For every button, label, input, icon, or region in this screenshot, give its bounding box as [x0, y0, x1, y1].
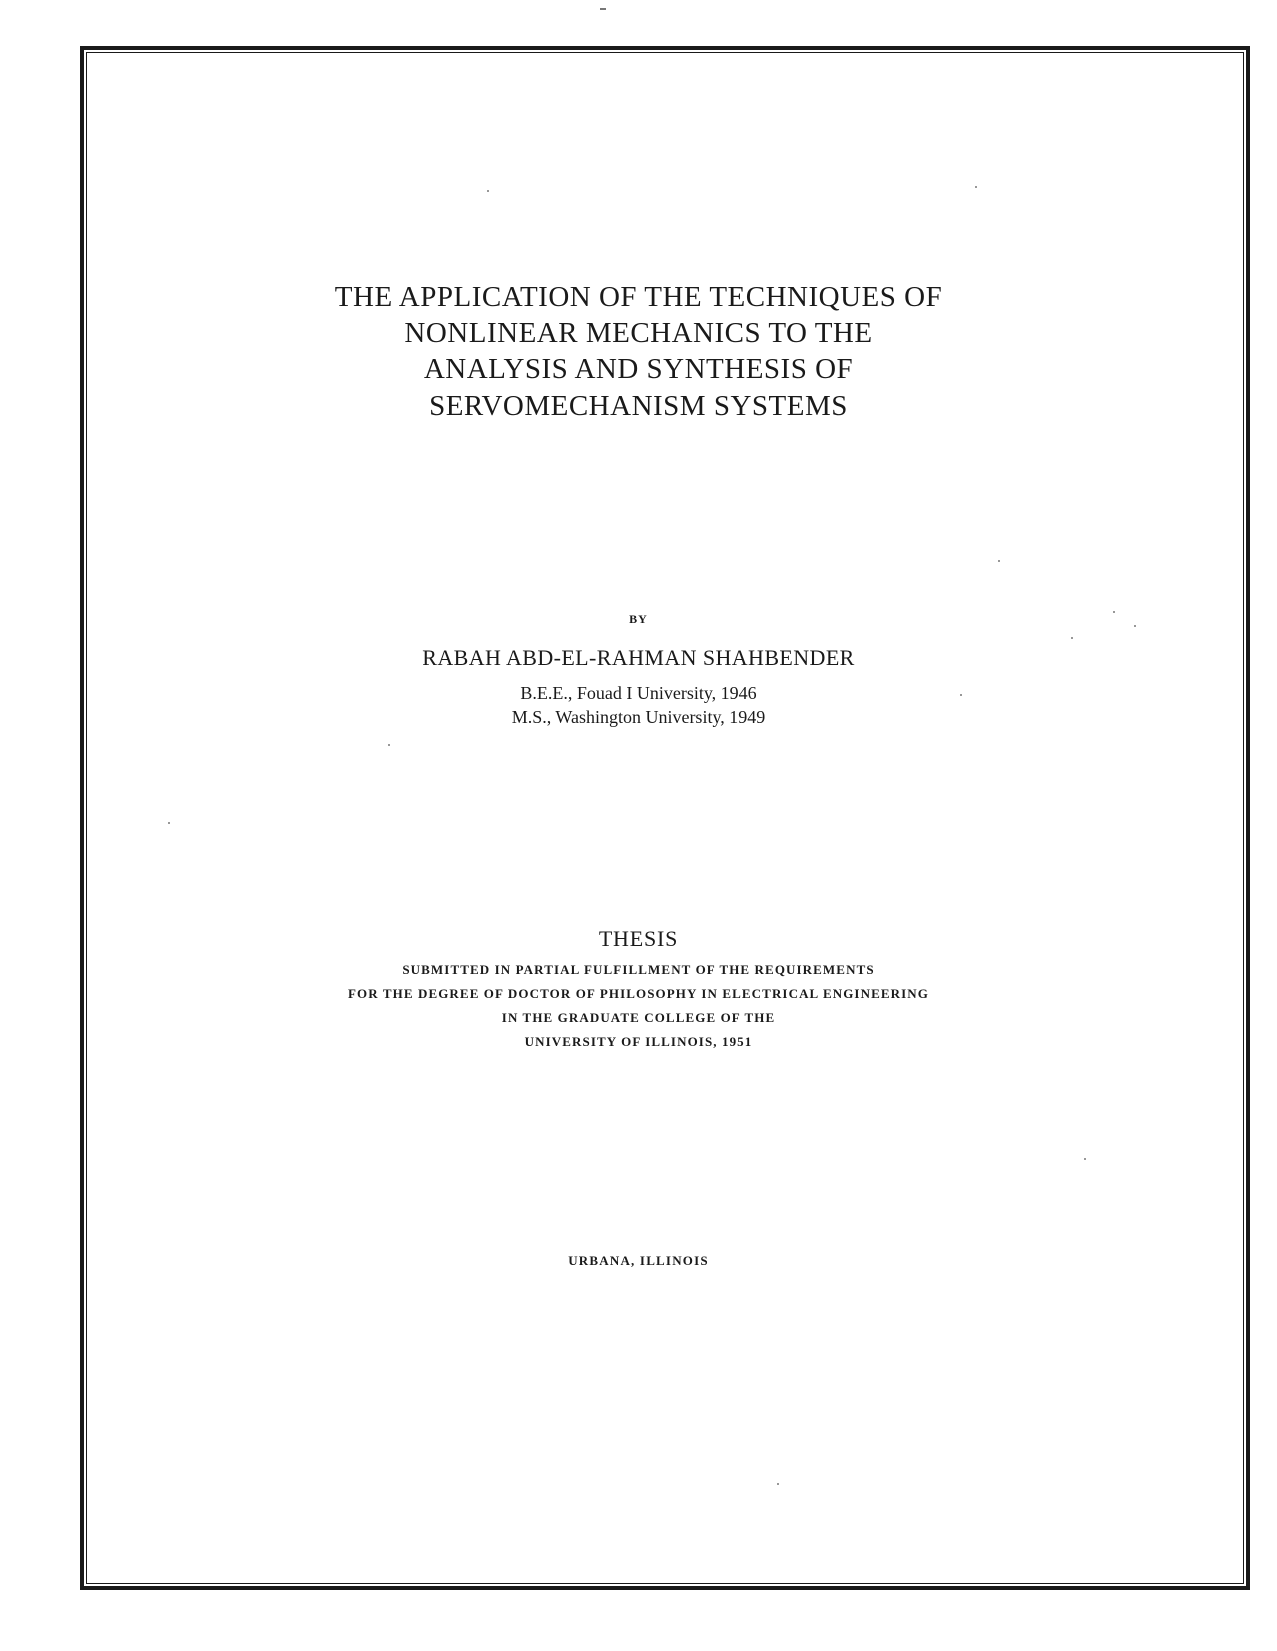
author-name: RABAH ABD-EL-RAHMAN SHAHBENDER [422, 645, 855, 670]
scan-speck [388, 744, 390, 746]
submission-line-3: IN THE GRADUATE COLLEGE OF THE [501, 1010, 776, 1025]
scan-speck [1071, 637, 1073, 639]
submission-line-1: SUBMITTED IN PARTIAL FULFILLMENT OF THE REQUIREMENTS [402, 962, 875, 977]
thesis-title-line-1: THE APPLICATION OF THE TECHNIQUES OF [334, 281, 943, 313]
scan-speck [975, 186, 977, 188]
thesis-label: THESIS [598, 926, 679, 951]
submission-line-2: FOR THE DEGREE OF DOCTOR OF PHILOSOPHY IN ELECTRICAL ENGINEERING [348, 986, 929, 1001]
scan-speck [777, 1483, 779, 1485]
degree-line-1: B.E.E., Fouad I University, 1946 [520, 683, 757, 703]
scan-speck [998, 560, 1000, 562]
place-of-publication: URBANA, ILLINOIS [568, 1253, 709, 1268]
scan-speck [1084, 1158, 1086, 1160]
submission-line-4: UNIVERSITY OF ILLINOIS, 1951 [524, 1034, 753, 1049]
scan-speck [600, 8, 606, 10]
thesis-title-line-3: ANALYSIS AND SYNTHESIS OF [423, 353, 854, 385]
scan-speck [487, 190, 489, 192]
by-label: BY [629, 612, 648, 626]
thesis-title-line-4: SERVOMECHANISM SYSTEMS [429, 390, 848, 422]
degree-line-2: M.S., Washington University, 1949 [511, 707, 766, 727]
thesis-title-line-2: NONLINEAR MECHANICS TO THE [404, 317, 873, 349]
scan-speck [168, 822, 170, 824]
